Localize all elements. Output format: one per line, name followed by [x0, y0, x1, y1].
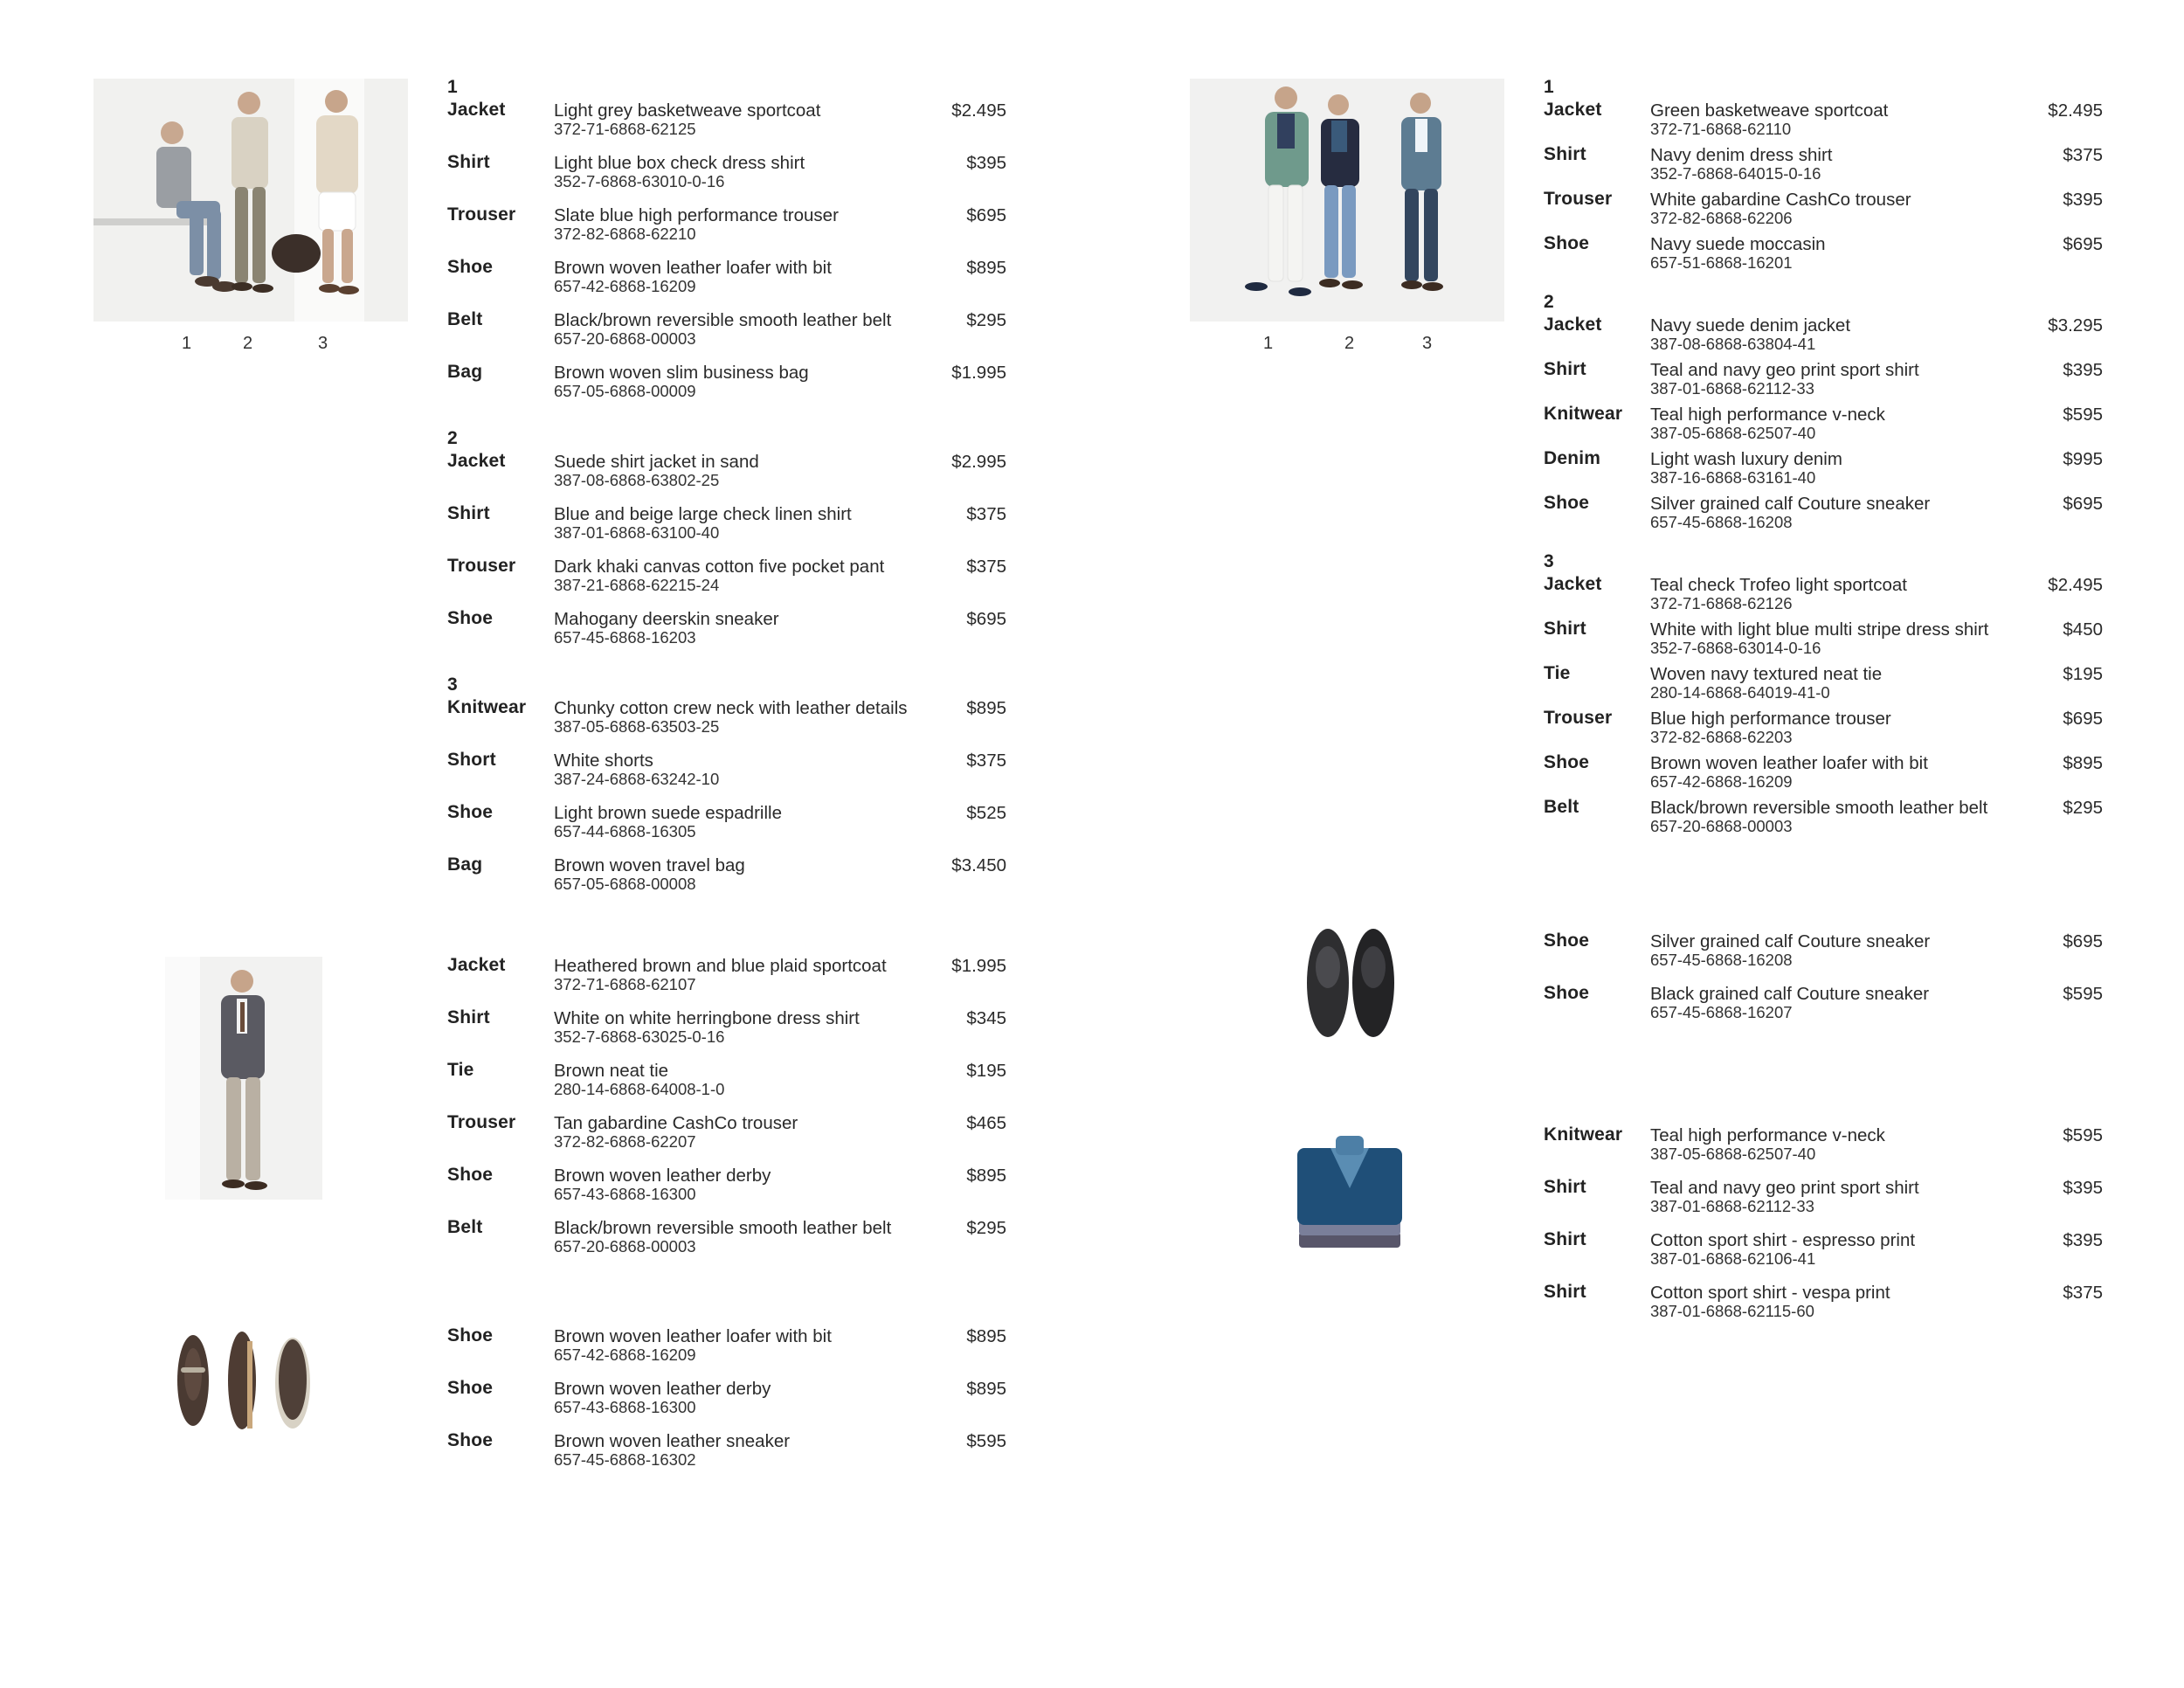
list-item — [447, 955, 1006, 1007]
item-description: Brown woven slim business bag — [554, 363, 809, 383]
item-price: $2.495 — [2048, 100, 2103, 121]
list-item — [1544, 983, 2103, 1035]
item-price: $695 — [2063, 234, 2103, 254]
item-description: Light brown suede espadrille — [554, 803, 782, 823]
item-sku: 352-7-6868-63014-0-16 — [1650, 639, 1821, 657]
item-price: $695 — [966, 205, 1006, 225]
item-category: Shoe — [1544, 233, 1590, 253]
item-price: $295 — [966, 310, 1006, 330]
list-item — [447, 1430, 1006, 1483]
item-price: $695 — [2063, 494, 2103, 514]
item-category: Shirt — [447, 152, 490, 172]
item-description: Suede shirt jacket in sand — [554, 452, 759, 472]
item-category: Shirt — [447, 1007, 490, 1027]
item-sku: 387-01-6868-62112-33 — [1650, 1197, 1814, 1215]
item-description: Silver grained calf Couture sneaker — [1650, 931, 1931, 951]
list-item — [1544, 1177, 2103, 1229]
item-category: Trouser — [1544, 189, 1613, 209]
item-category: Shoe — [447, 1165, 494, 1185]
item-category: Knitwear — [1544, 404, 1623, 424]
item-description: Heathered brown and blue plaid sportcoat — [554, 956, 887, 976]
item-description: Tan gabardine CashCo trouser — [554, 1113, 798, 1133]
item-sku: 387-05-6868-62507-40 — [1650, 424, 1816, 442]
list-item — [1544, 797, 2103, 841]
item-price: $2.995 — [951, 452, 1006, 472]
item-category: Denim — [1544, 448, 1601, 468]
item-description: Brown woven leather sneaker — [554, 1431, 791, 1451]
item-sku: 387-21-6868-62215-24 — [554, 576, 720, 594]
item-sku: 372-82-6868-62207 — [554, 1132, 696, 1151]
list-item — [1544, 663, 2103, 708]
item-price: $595 — [966, 1431, 1006, 1451]
list-item — [1544, 359, 2103, 404]
list-item — [1544, 493, 2103, 537]
item-description: Black/brown reversible smooth leather belt — [1650, 798, 1988, 818]
item-price: $895 — [966, 1166, 1006, 1186]
list-item — [447, 257, 1006, 309]
right-look-1-list — [1544, 75, 2103, 841]
photo-label-2: 2 — [1344, 334, 1355, 353]
item-description: White shorts — [554, 751, 653, 771]
list-item — [447, 1007, 1006, 1060]
item-sku: 387-08-6868-63802-25 — [554, 471, 720, 489]
item-price: $595 — [2063, 1125, 2103, 1145]
list-item — [1544, 315, 2103, 359]
item-description: Navy suede moccasin — [1650, 234, 1826, 254]
left-look-1-list — [447, 75, 1006, 907]
list-item — [447, 309, 1006, 362]
item-sku: 372-82-6868-62206 — [1650, 209, 1793, 227]
item-category: Shoe — [447, 802, 494, 822]
item-category: Short — [447, 750, 496, 770]
item-price: $895 — [2063, 753, 2103, 773]
item-description: Slate blue high performance trouser — [554, 205, 839, 225]
item-category: Trouser — [1544, 708, 1613, 728]
item-sku: 657-45-6868-16302 — [554, 1450, 696, 1469]
item-description: White on white herringbone dress shirt — [554, 1008, 860, 1028]
list-item — [447, 750, 1006, 802]
item-sku: 387-01-6868-62112-33 — [1650, 379, 1814, 398]
list-item — [1544, 233, 2103, 278]
item-price: $395 — [2063, 1230, 2103, 1250]
item-price: $1.995 — [951, 956, 1006, 976]
list-item — [447, 608, 1006, 661]
item-price: $695 — [2063, 709, 2103, 729]
item-description: Brown neat tie — [554, 1061, 669, 1081]
item-price: $995 — [2063, 449, 2103, 469]
item-description: Mahogany deerskin sneaker — [554, 609, 779, 629]
item-description: Cotton sport shirt - espresso print — [1650, 1230, 1916, 1250]
item-sku: 657-42-6868-16209 — [1650, 772, 1793, 791]
list-item — [447, 204, 1006, 257]
item-sku: 280-14-6868-64019-41-0 — [1650, 683, 1830, 702]
brown-shoes-photo — [165, 1315, 322, 1446]
list-item — [447, 1112, 1006, 1165]
item-category: Shoe — [447, 608, 494, 628]
list-item — [1544, 1124, 2103, 1177]
item-sku: 372-82-6868-62210 — [554, 225, 696, 243]
item-description: Black/brown reversible smooth leather belt — [554, 1218, 892, 1238]
item-category: Knitwear — [447, 697, 527, 717]
item-category: Shoe — [447, 257, 494, 277]
model-illustration — [165, 957, 322, 1200]
item-price: $895 — [966, 1379, 1006, 1399]
item-price: $375 — [966, 557, 1006, 577]
list-item — [447, 854, 1006, 907]
item-description: Teal check Trofeo light sportcoat — [1650, 575, 1907, 595]
item-category: Jacket — [1544, 574, 1602, 594]
item-sku: 657-45-6868-16208 — [1650, 951, 1793, 969]
section-number: 2 — [447, 428, 458, 448]
three-models-illustration — [1190, 79, 1504, 322]
item-description: Light wash luxury denim — [1650, 449, 1842, 469]
item-category: Shoe — [1544, 752, 1590, 772]
item-price: $695 — [966, 609, 1006, 629]
item-price: $695 — [2063, 931, 2103, 951]
item-category: Trouser — [447, 1112, 516, 1132]
item-sku: 387-01-6868-62106-41 — [1650, 1249, 1816, 1268]
item-description: Cotton sport shirt - vespa print — [1650, 1283, 1890, 1303]
folded-knitwear-photo — [1289, 1127, 1411, 1276]
item-description: Dark khaki canvas cotton five pocket pant — [554, 557, 885, 577]
item-description: Teal high performance v-neck — [1650, 1125, 1885, 1145]
list-item — [447, 1060, 1006, 1112]
section-number: 3 — [447, 675, 458, 695]
list-item — [1544, 619, 2103, 663]
item-sku: 372-71-6868-62125 — [554, 120, 696, 138]
item-price: $375 — [966, 751, 1006, 771]
item-sku: 387-01-6868-62115-60 — [1650, 1302, 1814, 1320]
item-price: $1.995 — [951, 363, 1006, 383]
item-description: Woven navy textured neat tie — [1650, 664, 1883, 684]
item-price: $465 — [966, 1113, 1006, 1133]
shoes-illustration — [165, 1315, 322, 1446]
item-description: Navy denim dress shirt — [1650, 145, 1833, 165]
list-item — [1544, 930, 2103, 983]
left-look-2-list — [447, 955, 1006, 1269]
item-category: Belt — [447, 309, 483, 329]
list-item — [1544, 1229, 2103, 1282]
section-number: 1 — [1544, 77, 1554, 97]
item-price: $525 — [966, 803, 1006, 823]
item-category: Shirt — [1544, 1282, 1586, 1302]
item-sku: 657-45-6868-16208 — [1650, 513, 1793, 531]
item-sku: 372-71-6868-62110 — [1650, 120, 1792, 138]
three-models-illustration — [93, 79, 408, 322]
list-item — [447, 362, 1006, 414]
item-sku: 657-05-6868-00008 — [554, 875, 696, 893]
item-category: Jacket — [1544, 100, 1602, 120]
item-sku: 280-14-6868-64008-1-0 — [554, 1080, 725, 1098]
item-category: Jacket — [1544, 315, 1602, 335]
item-category: Knitwear — [1544, 1124, 1623, 1145]
item-description: White gabardine CashCo trouser — [1650, 190, 1911, 210]
list-item — [447, 1217, 1006, 1269]
sneakers-illustration — [1293, 922, 1406, 1044]
item-description: Teal and navy geo print sport shirt — [1650, 360, 1919, 380]
item-category: Trouser — [447, 556, 516, 576]
item-description: Brown woven leather loafer with bit — [554, 258, 832, 278]
item-sku: 657-45-6868-16207 — [1650, 1003, 1793, 1021]
item-category: Shirt — [1544, 1229, 1586, 1249]
item-description: Black grained calf Couture sneaker — [1650, 984, 1930, 1004]
item-sku: 372-82-6868-62203 — [1650, 728, 1793, 746]
item-price: $895 — [966, 258, 1006, 278]
folded-garments-illustration — [1289, 1127, 1411, 1276]
item-description: Light blue box check dress shirt — [554, 153, 805, 173]
item-price: $395 — [966, 153, 1006, 173]
list-item — [447, 503, 1006, 556]
item-sku: 657-42-6868-16209 — [554, 277, 696, 295]
photo-label-1: 1 — [1263, 334, 1274, 353]
item-sku: 657-43-6868-16300 — [554, 1185, 696, 1203]
item-description: Navy suede denim jacket — [1650, 315, 1851, 336]
item-description: Brown woven leather loafer with bit — [554, 1326, 832, 1346]
item-category: Bag — [447, 362, 483, 382]
item-description: Silver grained calf Couture sneaker — [1650, 494, 1931, 514]
item-price: $375 — [2063, 145, 2103, 165]
list-item — [1544, 144, 2103, 189]
item-price: $3.295 — [2048, 315, 2103, 336]
list-item — [1544, 100, 2103, 144]
list-item — [1544, 1282, 2103, 1334]
list-item — [1544, 574, 2103, 619]
item-category: Shoe — [447, 1325, 494, 1346]
list-item — [447, 802, 1006, 854]
item-category: Tie — [447, 1060, 474, 1080]
item-category: Trouser — [447, 204, 516, 225]
list-item — [447, 1378, 1006, 1430]
item-sku: 372-71-6868-62126 — [1650, 594, 1793, 612]
item-category: Belt — [1544, 797, 1579, 817]
item-price: $195 — [2063, 664, 2103, 684]
list-item — [447, 1165, 1006, 1217]
photo-label-2: 2 — [243, 334, 253, 353]
item-price: $395 — [2063, 190, 2103, 210]
item-sku: 352-7-6868-63025-0-16 — [554, 1027, 725, 1046]
right-look-2-list — [1544, 930, 2103, 1035]
item-description: Teal and navy geo print sport shirt — [1650, 1178, 1919, 1198]
black-sneakers-photo — [1293, 922, 1406, 1044]
item-sku: 387-16-6868-63161-40 — [1650, 468, 1816, 487]
left-look-3-list — [447, 1325, 1006, 1483]
item-sku: 387-05-6868-62507-40 — [1650, 1145, 1816, 1163]
item-sku: 352-7-6868-63010-0-16 — [554, 172, 725, 190]
item-category: Shoe — [1544, 983, 1590, 1003]
item-price: $375 — [966, 504, 1006, 524]
list-item — [1544, 708, 2103, 752]
list-item — [447, 1325, 1006, 1378]
item-description: Black/brown reversible smooth leather belt — [554, 310, 892, 330]
item-category: Jacket — [447, 100, 506, 120]
item-category: Tie — [1544, 663, 1571, 683]
item-description: Light grey basketweave sportcoat — [554, 100, 821, 121]
plaid-sportcoat-model-photo — [165, 957, 322, 1200]
item-price: $3.450 — [951, 855, 1006, 875]
item-sku: 657-05-6868-00009 — [554, 382, 696, 400]
right-look-3-list — [1544, 1124, 2103, 1334]
item-price: $295 — [966, 1218, 1006, 1238]
photo-label-3: 3 — [1422, 334, 1433, 353]
item-category: Jacket — [447, 955, 506, 975]
item-sku: 657-45-6868-16203 — [554, 628, 696, 647]
item-price: $375 — [2063, 1283, 2103, 1303]
item-price: $295 — [2063, 798, 2103, 818]
item-description: Brown woven leather derby — [554, 1379, 771, 1399]
item-description: Brown woven travel bag — [554, 855, 745, 875]
item-sku: 387-24-6868-63242-10 — [554, 770, 720, 788]
item-price: $195 — [966, 1061, 1006, 1081]
item-category: Bag — [447, 854, 483, 875]
item-sku: 657-42-6868-16209 — [554, 1346, 696, 1364]
item-price: $595 — [2063, 984, 2103, 1004]
list-item — [447, 556, 1006, 608]
list-item — [447, 100, 1006, 152]
item-price: $345 — [966, 1008, 1006, 1028]
item-price: $2.495 — [2048, 575, 2103, 595]
item-category: Shoe — [1544, 930, 1590, 951]
list-item — [1544, 189, 2103, 233]
photo-label-3: 3 — [318, 334, 328, 353]
item-description: Green basketweave sportcoat — [1650, 100, 1889, 121]
item-sku: 657-44-6868-16305 — [554, 822, 696, 841]
section-number: 3 — [1544, 551, 1554, 571]
item-sku: 372-71-6868-62107 — [554, 975, 696, 993]
item-category: Belt — [447, 1217, 483, 1237]
item-category: Shirt — [1544, 144, 1586, 164]
item-sku: 657-20-6868-00003 — [554, 1237, 696, 1256]
list-item — [1544, 752, 2103, 797]
item-price: $2.495 — [951, 100, 1006, 121]
list-item — [1544, 404, 2103, 448]
section-number: 2 — [1544, 292, 1554, 312]
section-number: 1 — [447, 77, 458, 97]
item-price: $395 — [2063, 360, 2103, 380]
three-models-photo-right — [1190, 79, 1504, 322]
item-category: Shoe — [1544, 493, 1590, 513]
item-sku: 657-20-6868-00003 — [1650, 817, 1793, 835]
item-sku: 657-51-6868-16201 — [1650, 253, 1793, 272]
item-sku: 657-20-6868-00003 — [554, 329, 696, 348]
list-item — [447, 697, 1006, 750]
item-category: Shirt — [1544, 619, 1586, 639]
item-price: $895 — [966, 698, 1006, 718]
item-category: Shirt — [447, 503, 490, 523]
item-sku: 657-43-6868-16300 — [554, 1398, 696, 1416]
item-description: Brown woven leather loafer with bit — [1650, 753, 1928, 773]
list-item — [447, 152, 1006, 204]
item-price: $595 — [2063, 405, 2103, 425]
item-category: Jacket — [447, 451, 506, 471]
item-sku: 387-01-6868-63100-40 — [554, 523, 720, 542]
item-sku: 387-08-6868-63804-41 — [1650, 335, 1816, 353]
list-item — [447, 451, 1006, 503]
list-item — [1544, 448, 2103, 493]
item-description: Brown woven leather derby — [554, 1166, 771, 1186]
three-models-photo-left — [93, 79, 408, 322]
item-price: $395 — [2063, 1178, 2103, 1198]
item-category: Shirt — [1544, 1177, 1586, 1197]
item-category: Shoe — [447, 1378, 494, 1398]
photo-label-1: 1 — [182, 334, 192, 353]
item-price: $450 — [2063, 619, 2103, 640]
item-description: Blue high performance trouser — [1650, 709, 1891, 729]
item-description: White with light blue multi stripe dress shirt — [1650, 619, 1989, 640]
item-price: $895 — [966, 1326, 1006, 1346]
item-description: Blue and beige large check linen shirt — [554, 504, 852, 524]
item-sku: 387-05-6868-63503-25 — [554, 717, 720, 736]
item-category: Shoe — [447, 1430, 494, 1450]
item-description: Chunky cotton crew neck with leather details — [554, 698, 908, 718]
item-sku: 352-7-6868-64015-0-16 — [1650, 164, 1821, 183]
item-description: Teal high performance v-neck — [1650, 405, 1885, 425]
item-category: Shirt — [1544, 359, 1586, 379]
